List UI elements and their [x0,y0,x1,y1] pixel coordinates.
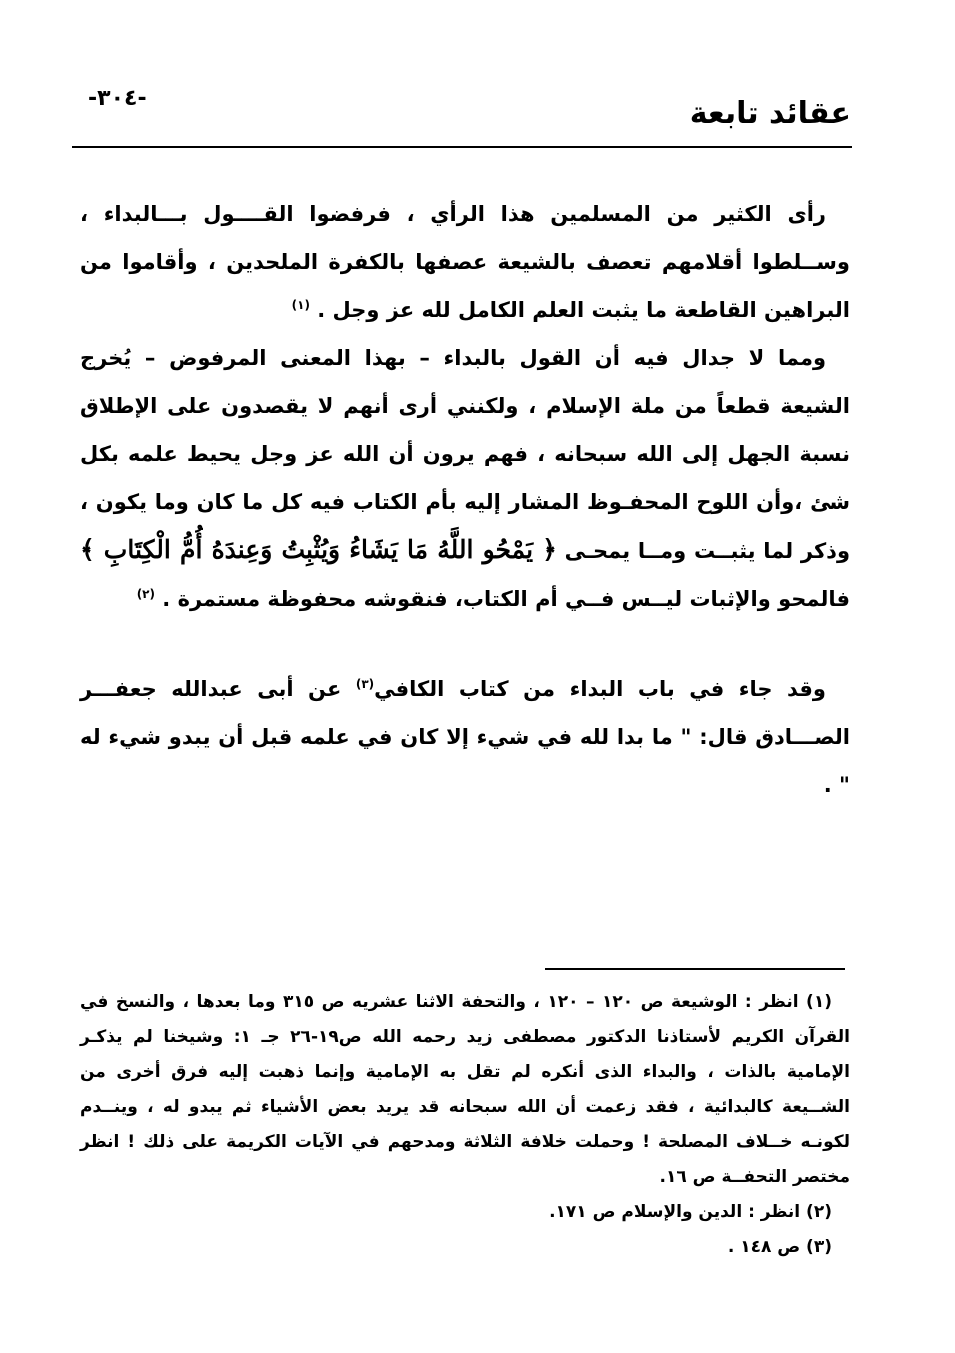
footnote-separator [545,968,845,970]
footnote-ref-1: (١) [291,298,310,312]
footnote-1: (١) انظر : الوشيعة ص ١٢٠ – ١٢٠ ، والتحفة الاثنا عشريه ص ٣١٥ وما بعدها ، والنسخ في القرآن الكريم لأستاذنا الدكتور مصطفى زيد رحمه الله ص١٩-٢٦ جـ ١: وشيخنا لم يذكـر الإمامية بالذات ، والبداء الذى أنكره لم تقل به الإمامية وإنما ذهبت إليه فرق أخرى من الشــيعة كالبدائية ، فقد زعمت أن الله سبحانه قد يريد بعض الأشياء ثم يبدو له ، وينــدم لكونـه خــلاف المصلحة ! وحملت خلافة الثلاثة ومدحهم في الآيات الكريمة على ذلك ! انظر مختصر التحفــة ص ١٦. [80,992,850,1187]
page-number: -٣٠٤- [88,86,147,111]
paragraph-2-text-b: فالمحو والإثبات ليــس فــي أم الكتاب، فنقوشه محفوظة مستمرة . [162,587,850,611]
paragraph-2-text-a: ومما لا جدال فيه أن القول بالبداء – بهذا المعنى المرفوض – يُخرج الشيعة قطعاً من ملة الإسلام ، ولكنني أرى أنهم لا يقصدون على الإطلاق نسبة الجهل إلى الله سبحانه ، فهم يرون أن الله عز وجل يحيط علمه بكل شئ ،وأن اللوح المحفـوظ المشار إليه بأم الكتاب فيه كل ما كان وما يكون ، وذكر لما يثبــت ومــا يمحـى [80,346,851,563]
paragraph-3-text-a: وقد جاء في باب البداء من كتاب الكافي [374,677,826,701]
running-title: عقائد تابعة [689,96,851,131]
footnote-3: (٣) ص ١٤٨ . [727,1237,832,1257]
paragraph-2 [80,334,850,623]
paragraph-1 [80,190,850,334]
paragraph-3 [80,665,850,809]
footnote-ref-3: (٣) [355,677,375,691]
header-rule [72,146,852,148]
footnote-2: (٢) انظر : الدين والإسلام ص ١٧١. [549,1202,832,1222]
quran-verse: ﴿ يَمْحُو اللَّهُ مَا يَشَاءُ وَيُثْبِتُ وَعِندَهُ أُمُّ الْكِتَابِ ﴾ [80,535,557,564]
footnotes [80,985,850,1265]
footnote-ref-2: (٢) [136,587,155,601]
paragraph-3-text-b: عن أبى عبدالله جعفـــر الصـــادق قال: " ما بدا لله في شيء إلا كان في علمه قبل أن يبدو شيء له " . [80,677,850,797]
paragraph-1-text: رأى الكثير من المسلمين هذا الرأي ، فرفضوا القــــول بـــالبداء ، وســلطوا أقلامهم تعصف بالشيعة عصفها بالكفرة الملحدين ، وأقاموا من البراهين القاطعة ما يثبت العلم الكامل لله عز وجل . [80,202,850,322]
body-text [80,190,850,809]
